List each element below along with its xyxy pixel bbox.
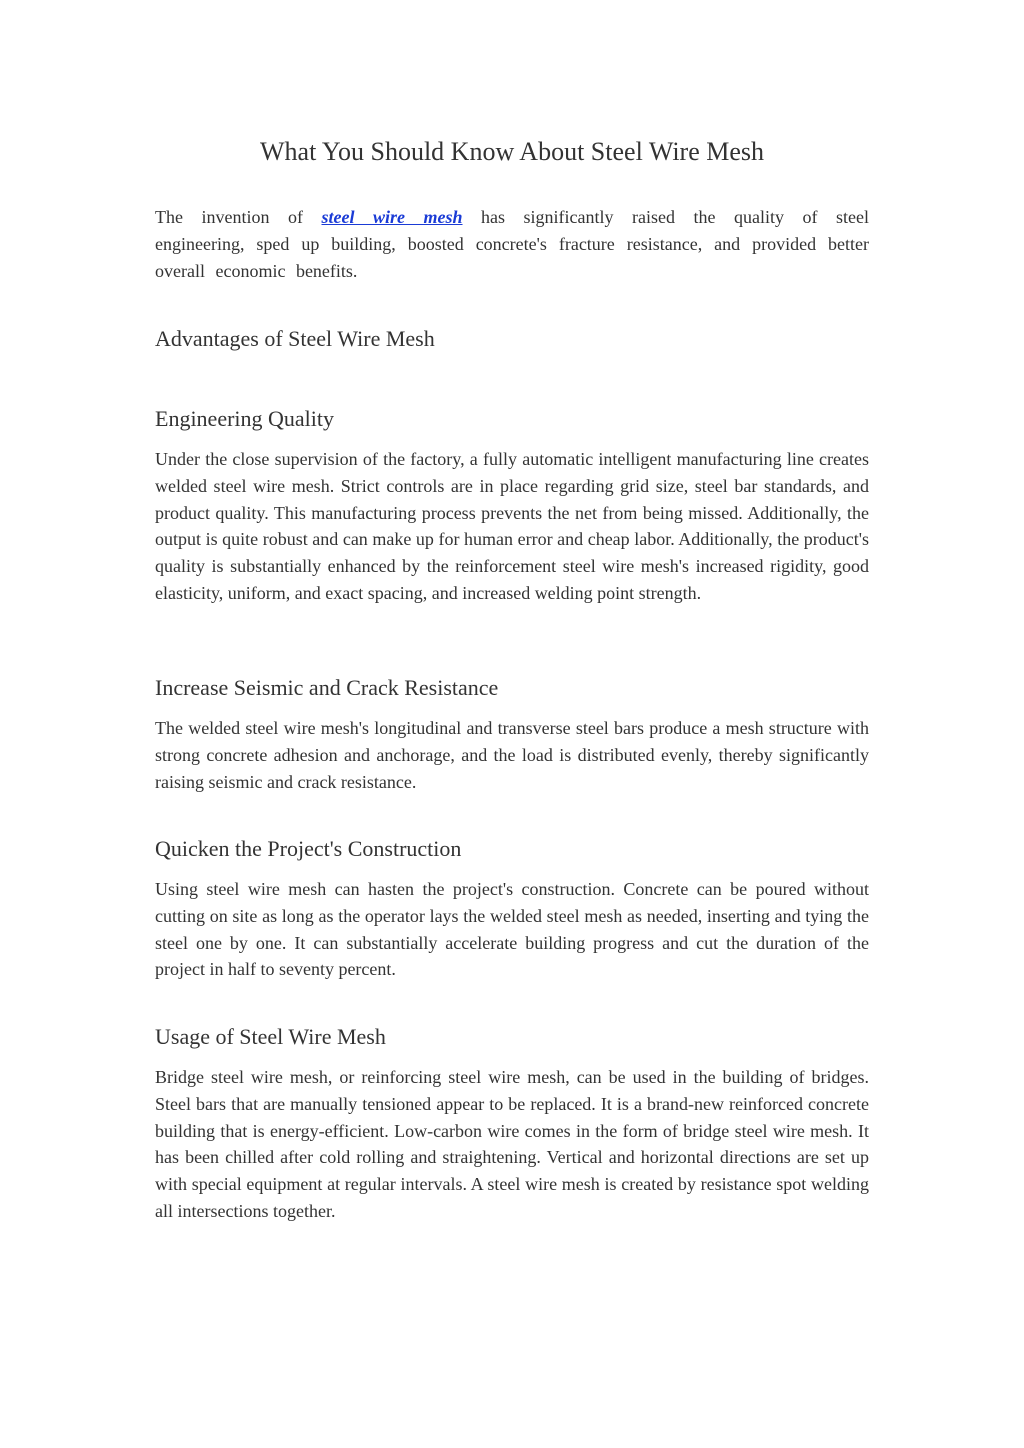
advantages-section — [155, 324, 869, 354]
steel-wire-mesh-link[interactable]: steel wire mesh — [321, 207, 463, 227]
section-heading: Quicken the Project's Construction — [155, 836, 462, 861]
section-heading: Engineering Quality — [155, 406, 335, 431]
section-seismic-crack-resistance — [155, 673, 869, 795]
section-usage — [155, 1022, 869, 1225]
section-body: Under the close supervision of the factory, a fully automatic intelligent manufacturing line creates welded steel wire mesh. Strict controls are in place regarding grid size, steel bar standards, and product quality. This manufacturing process prevents the net from being missed. Additionally, the output is quite robust and can make up for human error and cheap labor. Additionally, the product's quality is substantially enhanced by the reinforcement steel wire mesh's increased rigidity, good elasticity, uniform, and exact spacing, and increased welding point strength. — [155, 449, 869, 603]
section-body: Bridge steel wire mesh, or reinforcing steel wire mesh, can be used in the building of bridges. Steel bars that are manually tensioned appear to be replaced. It is a brand-new reinforced concrete building that is energy-efficient. Low-carbon wire comes in the form of bridge steel wire mesh. It has been chilled after cold rolling and straightening. Vertical and horizontal directions are set up with special equipment at regular intervals. A steel wire mesh is created by resistance spot welding all intersections together. — [155, 1067, 869, 1221]
intro-paragraph — [155, 204, 869, 284]
section-heading: Usage of Steel Wire Mesh — [155, 1024, 386, 1049]
section-engineering-quality — [155, 404, 869, 607]
section-project-construction — [155, 834, 869, 983]
section-body: Using steel wire mesh can hasten the project's construction. Concrete can be poured without cutting on site as long as the operator lays the welded steel mesh as needed, inserting and tying the steel one by one. It can substantially accelerate building progress and cut the duration of the project in half to seventy percent. — [155, 879, 869, 980]
section-body: The welded steel wire mesh's longitudinal and transverse steel bars produce a mesh structure with strong concrete adhesion and anchorage, and the load is distributed evenly, thereby significantly raising seismic and crack resistance. — [155, 718, 869, 792]
section-heading: Increase Seismic and Crack Resistance — [155, 675, 499, 700]
advantages-heading: Advantages of Steel Wire Mesh — [155, 326, 435, 351]
page-title: What You Should Know About Steel Wire Mesh — [259, 137, 765, 166]
intro-section — [155, 204, 869, 284]
intro-text-before-link: The invention of — [155, 207, 322, 227]
intro-text-after-link: has significantly raised the quality of steel engineering, sped up building, boosted concrete's fracture resistance, and provided better overall economic benefits. — [155, 207, 869, 281]
